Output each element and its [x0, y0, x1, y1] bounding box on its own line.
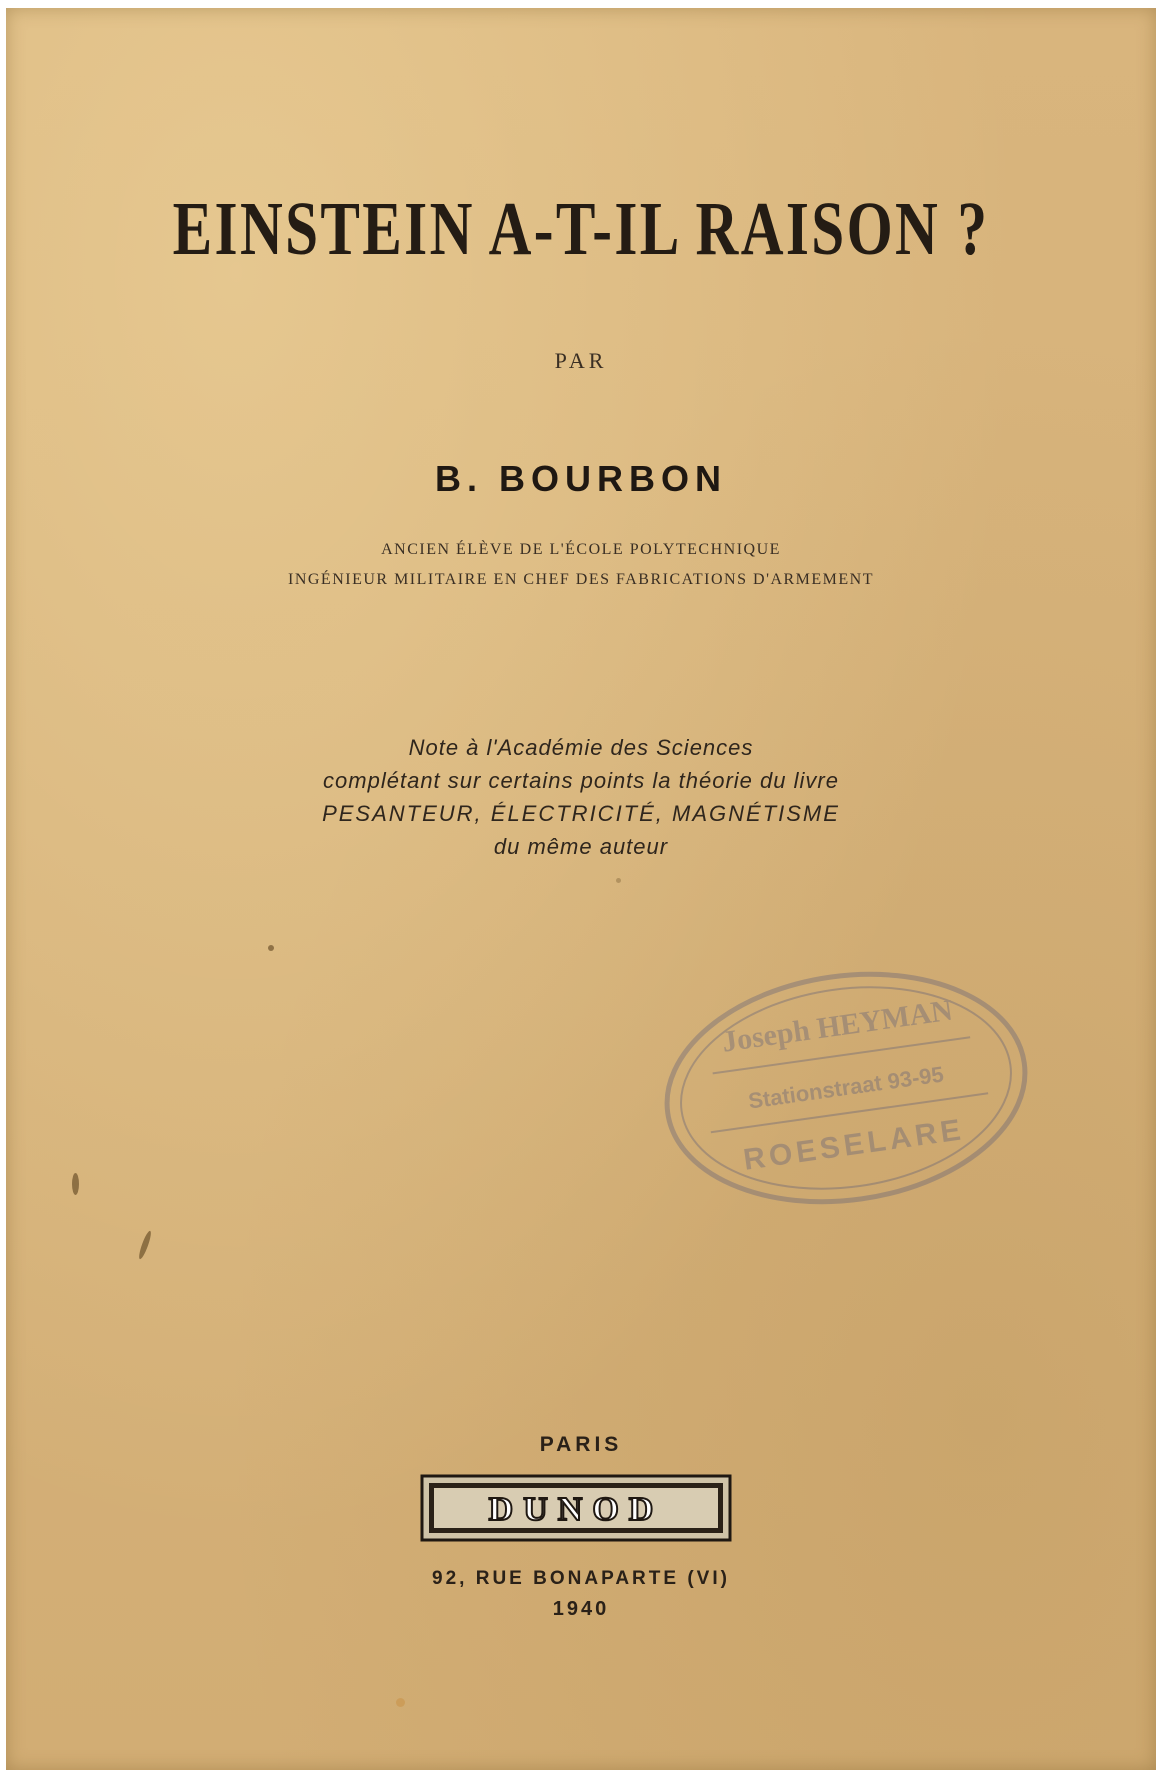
- by-label: PAR: [554, 348, 608, 373]
- publisher-address: 92, RUE BONAPARTE (VI): [432, 1568, 730, 1589]
- author-credential-2: INGÉNIEUR MILITAIRE EN CHEF DES FABRICATIONS D'ARMEMENT: [287, 571, 874, 588]
- foxing-spot: [137, 1230, 153, 1260]
- stamp-city: ROESELARE: [741, 1113, 967, 1177]
- author-name: B. BOURBON: [435, 458, 727, 499]
- foxing-spot: [616, 878, 621, 883]
- foxing-spot: [72, 1173, 79, 1195]
- stamp-street: Stationstraat 93-95: [746, 1061, 946, 1114]
- note-line-3: PESANTEUR, ÉLECTRICITÉ, MAGNÉTISME: [322, 801, 840, 826]
- book-cover: [6, 8, 1156, 1770]
- publisher-logo: [420, 1474, 732, 1542]
- note-line-2: complétant sur certains points la théorie du livre: [323, 768, 839, 793]
- author-credential-1: ANCIEN ÉLÈVE DE L'ÉCOLE POLYTECHNIQUE: [381, 541, 781, 558]
- owner-stamp: [640, 938, 1051, 1238]
- publisher-logo-text: DUNOD: [488, 1491, 664, 1528]
- note-line-1: Note à l'Académie des Sciences: [408, 735, 754, 760]
- foxing-spot: [396, 1698, 405, 1707]
- stamp-name: Joseph HEYMAN: [719, 993, 955, 1059]
- foxing-spot: [268, 945, 274, 951]
- publisher-city: PARIS: [539, 1433, 623, 1456]
- publication-year: 1940: [552, 1598, 610, 1620]
- book-title: EINSTEIN A-T-IL RAISON ?: [172, 187, 990, 271]
- note-line-4: du même auteur: [493, 834, 669, 859]
